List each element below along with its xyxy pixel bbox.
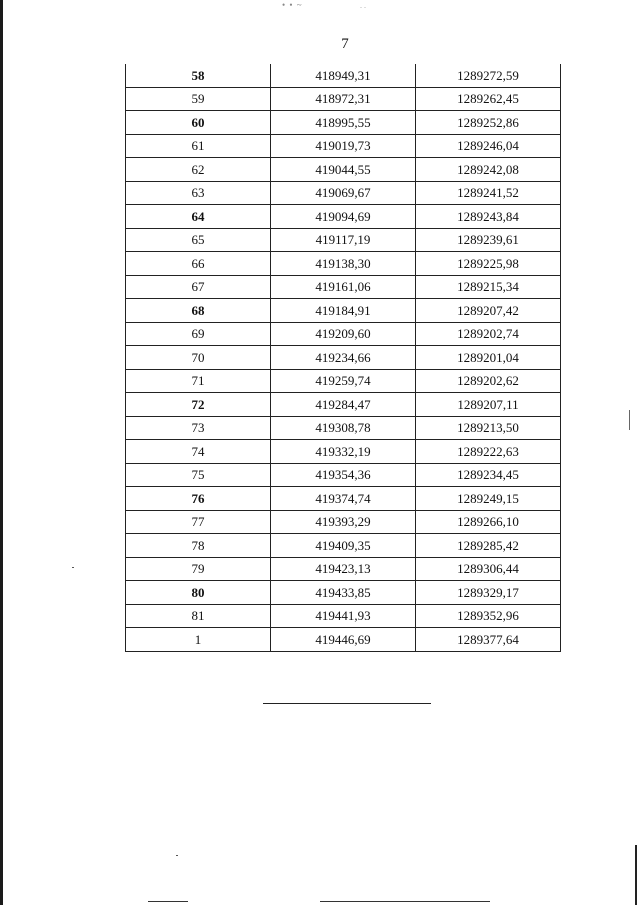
table-row — [126, 440, 561, 464]
x-coordinate-cell: 419433,85 — [271, 581, 416, 605]
x-coordinate-cell: 419374,74 — [271, 487, 416, 511]
y-coordinate-cell: 1289246,04 — [416, 134, 561, 158]
y-coordinate-cell: 1289207,42 — [416, 299, 561, 323]
scan-artifact-top: • • ~ — [282, 0, 303, 10]
table-row — [126, 252, 561, 276]
y-coordinate-cell: 1289234,45 — [416, 463, 561, 487]
point-number-cell: 69 — [126, 322, 271, 346]
scan-dot — [176, 855, 178, 856]
y-coordinate-cell: 1289207,11 — [416, 393, 561, 417]
table-row — [126, 322, 561, 346]
point-number-cell: 71 — [126, 369, 271, 393]
point-number-cell: 64 — [126, 205, 271, 229]
y-coordinate-cell: 1289225,98 — [416, 252, 561, 276]
table-row — [126, 416, 561, 440]
y-coordinate-cell: 1289272,59 — [416, 64, 561, 87]
table-row — [126, 275, 561, 299]
y-coordinate-cell: 1289239,61 — [416, 228, 561, 252]
point-number-cell: 62 — [126, 158, 271, 182]
point-number-cell: 59 — [126, 87, 271, 111]
scan-bottom-line — [148, 901, 188, 902]
table-row — [126, 111, 561, 135]
table-row — [126, 181, 561, 205]
x-coordinate-cell: 419234,66 — [271, 346, 416, 370]
y-coordinate-cell: 1289329,17 — [416, 581, 561, 605]
table-row — [126, 557, 561, 581]
point-number-cell: 74 — [126, 440, 271, 464]
point-number-cell: 70 — [126, 346, 271, 370]
y-coordinate-cell: 1289252,86 — [416, 111, 561, 135]
x-coordinate-cell: 419184,91 — [271, 299, 416, 323]
table-row — [126, 134, 561, 158]
table-row — [126, 87, 561, 111]
table-row — [126, 604, 561, 628]
page-number: 7 — [341, 36, 349, 52]
point-number-cell: 81 — [126, 604, 271, 628]
x-coordinate-cell: 419138,30 — [271, 252, 416, 276]
table-row — [126, 393, 561, 417]
point-number-cell: 80 — [126, 581, 271, 605]
y-coordinate-cell: 1289201,04 — [416, 346, 561, 370]
y-coordinate-cell: 1289285,42 — [416, 534, 561, 558]
x-coordinate-cell: 419308,78 — [271, 416, 416, 440]
point-number-cell: 66 — [126, 252, 271, 276]
x-coordinate-cell: 419409,35 — [271, 534, 416, 558]
scan-left-edge — [0, 0, 3, 905]
x-coordinate-cell: 418949,31 — [271, 64, 416, 87]
point-number-cell: 73 — [126, 416, 271, 440]
y-coordinate-cell: 1289241,52 — [416, 181, 561, 205]
scan-dot — [72, 567, 74, 568]
table-row — [126, 299, 561, 323]
table-row — [126, 534, 561, 558]
x-coordinate-cell: 419441,93 — [271, 604, 416, 628]
x-coordinate-cell: 419069,67 — [271, 181, 416, 205]
table-row — [126, 628, 561, 652]
x-coordinate-cell: 418995,55 — [271, 111, 416, 135]
scan-right-mark — [635, 845, 637, 905]
x-coordinate-cell: 418972,31 — [271, 87, 416, 111]
point-number-cell: 76 — [126, 487, 271, 511]
coordinates-table-body — [126, 64, 561, 651]
x-coordinate-cell: 419354,36 — [271, 463, 416, 487]
y-coordinate-cell: 1289306,44 — [416, 557, 561, 581]
y-coordinate-cell: 1289242,08 — [416, 158, 561, 182]
table-row — [126, 205, 561, 229]
x-coordinate-cell: 419332,19 — [271, 440, 416, 464]
point-number-cell: 75 — [126, 463, 271, 487]
y-coordinate-cell: 1289352,96 — [416, 604, 561, 628]
x-coordinate-cell: 419117,19 — [271, 228, 416, 252]
point-number-cell: 78 — [126, 534, 271, 558]
end-of-table-line — [263, 703, 431, 704]
y-coordinate-cell: 1289202,62 — [416, 369, 561, 393]
x-coordinate-cell: 419259,74 — [271, 369, 416, 393]
table-row — [126, 64, 561, 87]
x-coordinate-cell: 419446,69 — [271, 628, 416, 652]
table-row — [126, 158, 561, 182]
point-number-cell: 72 — [126, 393, 271, 417]
x-coordinate-cell: 419094,69 — [271, 205, 416, 229]
y-coordinate-cell: 1289202,74 — [416, 322, 561, 346]
y-coordinate-cell: 1289243,84 — [416, 205, 561, 229]
point-number-cell: 67 — [126, 275, 271, 299]
table-row — [126, 510, 561, 534]
table-row — [126, 463, 561, 487]
scan-side-tick — [629, 410, 630, 430]
x-coordinate-cell: 419161,06 — [271, 275, 416, 299]
x-coordinate-cell: 419423,13 — [271, 557, 416, 581]
table-row — [126, 369, 561, 393]
point-number-cell: 65 — [126, 228, 271, 252]
point-number-cell: 1 — [126, 628, 271, 652]
y-coordinate-cell: 1289377,64 — [416, 628, 561, 652]
y-coordinate-cell: 1289262,45 — [416, 87, 561, 111]
y-coordinate-cell: 1289222,63 — [416, 440, 561, 464]
y-coordinate-cell: 1289213,50 — [416, 416, 561, 440]
point-number-cell: 58 — [126, 64, 271, 87]
point-number-cell: 68 — [126, 299, 271, 323]
point-number-cell: 60 — [126, 111, 271, 135]
scan-artifact-top-right: . . — [360, 1, 366, 10]
coordinates-table — [125, 64, 561, 652]
point-number-cell: 79 — [126, 557, 271, 581]
table-row — [126, 487, 561, 511]
table-row — [126, 346, 561, 370]
x-coordinate-cell: 419044,55 — [271, 158, 416, 182]
y-coordinate-cell: 1289249,15 — [416, 487, 561, 511]
point-number-cell: 77 — [126, 510, 271, 534]
x-coordinate-cell: 419393,29 — [271, 510, 416, 534]
x-coordinate-cell: 419209,60 — [271, 322, 416, 346]
table-row — [126, 228, 561, 252]
point-number-cell: 63 — [126, 181, 271, 205]
scan-bottom-line — [320, 901, 490, 902]
x-coordinate-cell: 419019,73 — [271, 134, 416, 158]
table-row — [126, 581, 561, 605]
y-coordinate-cell: 1289215,34 — [416, 275, 561, 299]
point-number-cell: 61 — [126, 134, 271, 158]
x-coordinate-cell: 419284,47 — [271, 393, 416, 417]
y-coordinate-cell: 1289266,10 — [416, 510, 561, 534]
